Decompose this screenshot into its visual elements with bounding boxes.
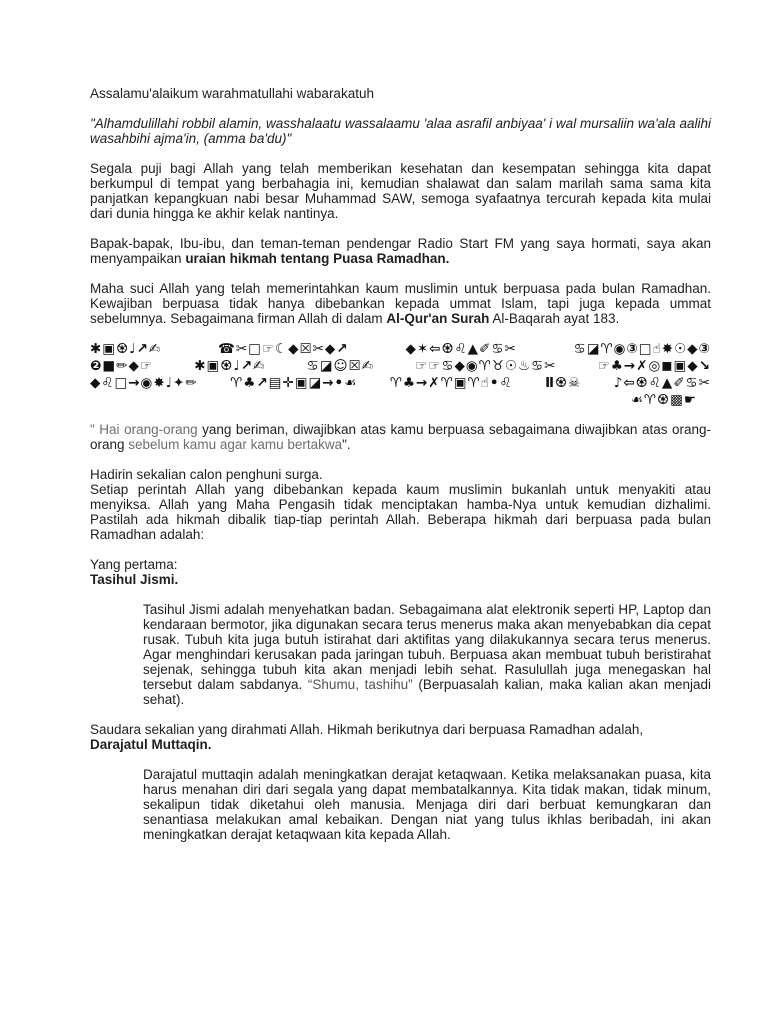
tasihul-para-text: Tasihul Jismi adalah menyehatkan badan. Sebagaimana alat elektronik seperti HP, Laptop dan kendaraan bermotor, jika digunakan secara terus menerus maka akan menyebabkan dia cepat rusak. Tubuh kita juga butuh istirahat dari aktifitas yang dilakukannya secara terus menerus. Agar menghindari kerusakan pada jaringan tubuh. Berpuasa akan membuat tubuh beristirahat sejenak, sehingga tubuh kita akan menjadi lebih sehat. Rasulullah juga menegaskan hal tersebut dalam sabdanya. [143, 602, 711, 692]
verse-translation-seg: ". [342, 437, 351, 452]
verse-translation-seg: " Hai orang-orang [90, 422, 198, 437]
verse-symbol-cluster: ✱▣♼♩↗✍ [194, 358, 266, 374]
verse-symbol-cluster: ☞☞♋◆◉♈♉☉♨♋✂ [415, 358, 557, 374]
document-content [90, 86, 711, 857]
para-hadirin-setiap [90, 467, 711, 542]
verse-symbol-cluster: ❷■✏◆☞ [90, 358, 153, 374]
para-yang-pertama [90, 557, 711, 587]
tasihul-para-tail: (Berpuasalah kalian, maka kalian akan menjadi sehat). [143, 677, 711, 707]
para-audience-bold: uraian hikmah tentang Puasa Ramadhan. [185, 251, 450, 266]
para-saudara [90, 722, 711, 752]
verse-symbol-cluster: ♋◪♈◉③□☝✸☉◆③ [573, 341, 711, 357]
verse-symbol-cluster: ◆♌□→◉✸♩✦✏ [90, 375, 198, 391]
quran-verse-line [90, 341, 711, 358]
quran-verse-line [90, 392, 711, 409]
quran-verse-line [90, 375, 711, 392]
verse-translation-seg: yang beriman, diwajibkan atas kamu berpuasa sebagaimana diwajibkan atas orang-orang [90, 422, 711, 452]
quran-verse-symbol-block [90, 341, 711, 409]
tasihul-jismi-heading: Tasihul Jismi. [90, 572, 179, 587]
verse-symbol-cluster: ☞♣→✗◎◼▣◆↘ [597, 358, 711, 374]
yang-pertama-label: Yang pertama: [90, 557, 178, 572]
verse-symbol-cluster: ◆✶⇦♼♌▲✐♋✂ [405, 341, 517, 357]
darajatul-muttaqin-heading: Darajatul Muttaqin. [90, 737, 212, 752]
verse-translation [90, 422, 711, 452]
para-setiap-text: Setiap perintah Allah yang dibebankan kepada kaum muslimin bukanlah untuk menyakiti atau menyiksa. Allah yang Maha Pengasih tidak menciptakan hamba-Nya untuk kemudian dizhalimi. Pastilah ada hikmah dibalik tiap-tiap perintah Allah. Beberapa hikmah dari berpuasa pada bulan Ramadhan adalah: [90, 482, 711, 542]
para-quran-intro [90, 281, 711, 326]
para-quran-intro-tail: Al-Baqarah ayat 183. [489, 311, 620, 326]
hadirin-line: Hadirin sekalian calon penghuni surga. [90, 467, 323, 482]
verse-symbol-cluster: ♪⇦♼♌▲✐♋✂ [613, 375, 711, 391]
shumu-tashihu-quote: “Shumu, tashihu” [307, 677, 413, 692]
verse-symbol-cluster: Ⅱ♼☠ [545, 375, 582, 391]
verse-symbol-cluster: ♋◪☺☒✍ [306, 358, 374, 374]
para-tasihul-jismi [143, 602, 711, 707]
para-quran-intro-text: Maha suci Allah yang telah memerintahkan kaum muslimin untuk berpuasa pada bulan Ramadhan. Kewajiban berpuasa tidak hanya dibebankan kepada ummat Islam, tapi juga kepada ummat sebelumnya. Sebagaimana firman Allah di dalam [90, 281, 711, 326]
saudara-line: Saudara sekalian yang dirahmati Allah. Hikmah berikutnya dari berpuasa Ramadhan adalah, [90, 722, 644, 737]
verse-symbol-cluster: ♈♣→✗♈▣♈☝•♌ [389, 375, 513, 391]
para-quran-intro-bold: Al-Qur'an Surah [386, 311, 490, 326]
arabic-opening-dua: "Alhamdulillahi robbil alamin, wasshalaatu wassalaamu 'alaa asrafil anbiyaa' i wal mursaliin wa'ala aalihi wasahbihi ajma'in, (amma ba'du)" [90, 116, 711, 146]
para-audience [90, 236, 711, 266]
para-praise: Segala puji bagi Allah yang telah memberikan kesehatan dan kesempatan sehingga kita dapat berkumpul di tempat yang berbahagia ini, kemudian shalawat dan salam marilah sama sama kita panjatkan kepangkuan nabi besar Muhammad SAW, semoga syafaatnya tercurah kepada kita mulai dari dunia hingga ke akhir kelak nantinya. [90, 161, 711, 221]
verse-symbol-cluster: ☎✂□☞☾◆☒✂◆↗ [218, 341, 349, 357]
verse-symbol-cluster: ✱▣♼♩↗✍ [90, 341, 162, 357]
greeting-line: Assalamu'alaikum warahmatullahi wabarakatuh [90, 86, 374, 101]
verse-symbol-cluster: ☙♈♼▩☛ [630, 392, 697, 408]
verse-symbol-cluster: ♈♣↗▤✛▣◪→•☙ [230, 375, 358, 391]
quran-verse-line [90, 358, 711, 375]
verse-translation-seg: sebelum kamu agar kamu bertakwa [128, 437, 343, 452]
para-audience-text: Bapak-bapak, Ibu-ibu, dan teman-teman pendengar Radio Start FM yang saya hormati, saya akan menyampaikan [90, 236, 711, 266]
para-darajatul-muttaqin: Darajatul muttaqin adalah meningkatkan derajat ketaqwaan. Ketika melaksanakan puasa, kita harus menahan diri dari segala yang dapat membatalkannya. Kita tidak makan, tidak minum, sekalipun tidak diketahui oleh manusia. Menjaga diri dari berbuat kemungkaran dan senantiasa melakukan amal kebaikan. Dengan niat yang tulus ikhlas beribadah, ini akan meningkatkan derajat ketaqwaan kita kepada Allah. [143, 767, 711, 842]
